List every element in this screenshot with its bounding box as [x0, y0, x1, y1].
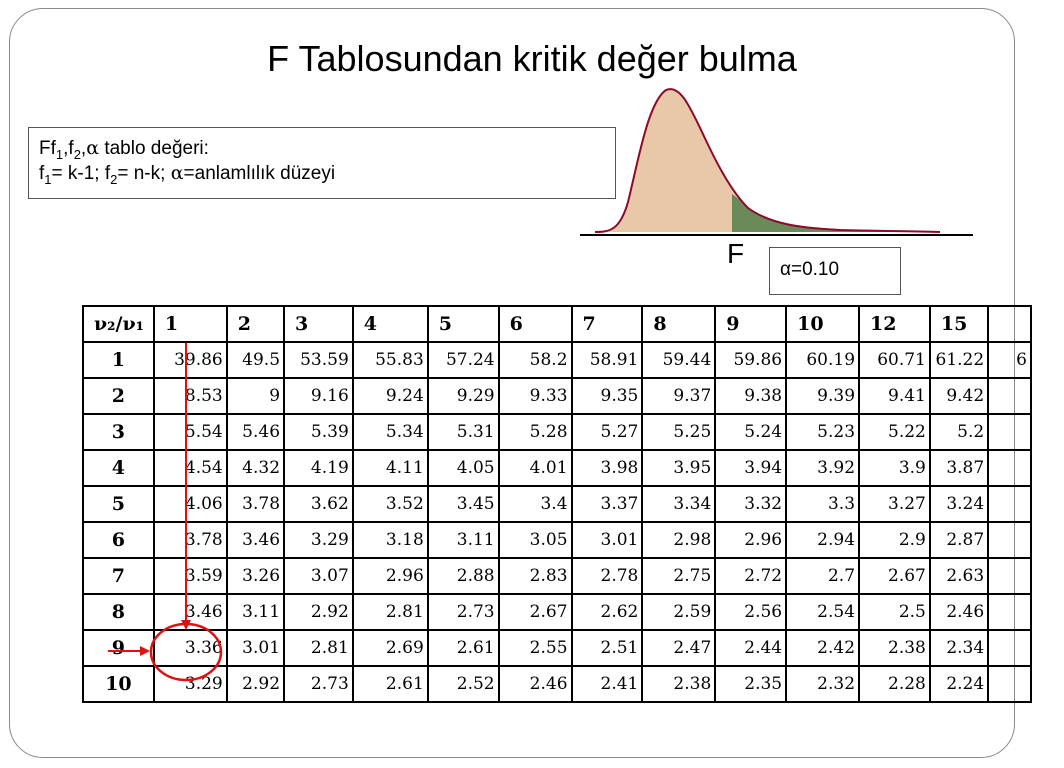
row-header: 6 — [83, 522, 154, 558]
row-header: 4 — [83, 450, 154, 486]
table-cell: 3.11 — [227, 594, 284, 630]
table-cell: 3.01 — [572, 522, 643, 558]
table-cell: 60.19 — [786, 342, 859, 378]
def-text: =anlamlılık düzeyi — [183, 163, 336, 184]
table-cell: 2.73 — [284, 666, 353, 702]
table-cell: 2.46 — [499, 666, 572, 702]
table-cell: 2.61 — [353, 666, 428, 702]
table-cell: 2.55 — [499, 630, 572, 666]
table-cell: 3.27 — [859, 486, 930, 522]
corner-header: ν₂/ν₁ — [83, 306, 154, 342]
table-cell — [988, 594, 1031, 630]
rejection-region — [732, 194, 940, 232]
table-cell: 2.69 — [353, 630, 428, 666]
table-cell: 3.94 — [715, 450, 786, 486]
table-cell: 4.54 — [154, 450, 227, 486]
table-cell: 60.71 — [859, 342, 930, 378]
table-cell: 2.63 — [930, 558, 988, 594]
table-cell: 2.61 — [428, 630, 499, 666]
table-cell: 59.44 — [642, 342, 715, 378]
column-header: 6 — [499, 306, 572, 342]
table-cell: 9.16 — [284, 378, 353, 414]
table-cell: 3.95 — [642, 450, 715, 486]
table-cell: 58.2 — [499, 342, 572, 378]
table-cell: 39.86 — [154, 342, 227, 378]
table-cell: 5.31 — [428, 414, 499, 450]
table-cell: 2.38 — [859, 630, 930, 666]
row-header: 2 — [83, 378, 154, 414]
def-sub: 1 — [55, 146, 64, 162]
alpha-symbol: α — [170, 162, 184, 184]
table-cell: 3.62 — [284, 486, 353, 522]
row-header: 10 — [83, 666, 154, 702]
table-cell: 59.86 — [715, 342, 786, 378]
def-text: f — [39, 163, 45, 184]
alpha-symbol: α — [86, 137, 100, 159]
definition-line-1 — [39, 136, 615, 161]
table-cell: 2.56 — [715, 594, 786, 630]
table-cell — [988, 666, 1031, 702]
table-cell: 5.25 — [642, 414, 715, 450]
table-cell — [988, 450, 1031, 486]
table-cell: 61.22 — [930, 342, 988, 378]
table-cell: 2.94 — [786, 522, 859, 558]
table-cell: 2.83 — [499, 558, 572, 594]
table-cell: 9.39 — [786, 378, 859, 414]
row-header: 7 — [83, 558, 154, 594]
table-cell: 2.88 — [428, 558, 499, 594]
column-header: 8 — [642, 306, 715, 342]
table-cell: 3.07 — [284, 558, 353, 594]
slide-title: F Tablosundan kritik değer bulma — [267, 38, 797, 79]
table-cell: 3.11 — [428, 522, 499, 558]
table-cell: 2.81 — [284, 630, 353, 666]
table-cell: 2.7 — [786, 558, 859, 594]
table-cell: 9.35 — [572, 378, 643, 414]
column-header: 7 — [572, 306, 643, 342]
column-header: 9 — [715, 306, 786, 342]
table-cell: 9.42 — [930, 378, 988, 414]
table-cell: 9.24 — [353, 378, 428, 414]
f-axis-label: F — [727, 238, 745, 269]
def-text: Ff — [39, 138, 56, 159]
table-cell: 2.51 — [572, 630, 643, 666]
table-cell: 3.59 — [154, 558, 227, 594]
table-cell: 3.52 — [353, 486, 428, 522]
table-cell: 5.54 — [154, 414, 227, 450]
table-cell: 3.46 — [154, 594, 227, 630]
alpha-value-box: α=0.10 — [769, 247, 901, 295]
table-row — [83, 558, 1031, 594]
table-row — [83, 666, 1031, 702]
distribution-fill — [595, 89, 940, 232]
table-cell — [988, 630, 1031, 666]
table-cell: 5.22 — [859, 414, 930, 450]
column-header: 10 — [786, 306, 859, 342]
table-cell: 5.39 — [284, 414, 353, 450]
table-cell: 3.24 — [930, 486, 988, 522]
table-cell: 2.81 — [353, 594, 428, 630]
table-cell: 58.91 — [572, 342, 643, 378]
row-header: 9 — [83, 630, 154, 666]
table-cell: 8.53 — [154, 378, 227, 414]
table-cell: 2.72 — [715, 558, 786, 594]
table-row — [83, 486, 1031, 522]
table-cell: 3.98 — [572, 450, 643, 486]
table-cell: 5.2 — [930, 414, 988, 450]
table-cell — [988, 378, 1031, 414]
table-cell: 2.54 — [786, 594, 859, 630]
table-cell: 3.34 — [642, 486, 715, 522]
table-cell: 2.5 — [859, 594, 930, 630]
table-row — [83, 594, 1031, 630]
table-cell: 2.52 — [428, 666, 499, 702]
table-cell: 2.47 — [642, 630, 715, 666]
table-cell: 9.37 — [642, 378, 715, 414]
table-cell: 2.35 — [715, 666, 786, 702]
definition-line-2 — [39, 161, 615, 186]
def-text: tablo değeri: — [99, 138, 209, 159]
row-header: 1 — [83, 342, 154, 378]
table-cell: 4.19 — [284, 450, 353, 486]
table-row — [83, 450, 1031, 486]
table-cell: 6 — [988, 342, 1031, 378]
table-cell: 3.32 — [715, 486, 786, 522]
table-cell: 2.9 — [859, 522, 930, 558]
column-header — [988, 306, 1031, 342]
table-cell: 9.29 — [428, 378, 499, 414]
column-header: 15 — [930, 306, 988, 342]
table-cell: 2.98 — [642, 522, 715, 558]
table-cell: 2.87 — [930, 522, 988, 558]
definition-box — [28, 127, 616, 199]
table-cell: 2.46 — [930, 594, 988, 630]
def-text: = k-1; f — [51, 163, 111, 184]
table-cell: 3.18 — [353, 522, 428, 558]
table-cell: 3.29 — [154, 666, 227, 702]
table-cell: 2.67 — [499, 594, 572, 630]
table-cell: 3.45 — [428, 486, 499, 522]
def-sub: 2 — [73, 146, 81, 162]
table-cell: 55.83 — [353, 342, 428, 378]
table-cell: 2.24 — [930, 666, 988, 702]
table-cell: 3.78 — [227, 486, 284, 522]
column-header: 2 — [227, 306, 284, 342]
table-cell: 2.34 — [930, 630, 988, 666]
table-cell: 5.24 — [715, 414, 786, 450]
table-cell: 3.3 — [786, 486, 859, 522]
def-sub: 2 — [110, 171, 118, 187]
table-cell: 3.01 — [227, 630, 284, 666]
row-header: 8 — [83, 594, 154, 630]
table-cell: 3.29 — [284, 522, 353, 558]
row-header: 5 — [83, 486, 154, 522]
column-header: 4 — [353, 306, 428, 342]
table-cell: 5.46 — [227, 414, 284, 450]
def-text: = n-k; — [117, 163, 171, 184]
table-cell: 2.62 — [572, 594, 643, 630]
table-cell: 2.42 — [786, 630, 859, 666]
table-cell: 4.05 — [428, 450, 499, 486]
table-cell: 5.27 — [572, 414, 643, 450]
column-header: 12 — [859, 306, 930, 342]
table-cell: 57.24 — [428, 342, 499, 378]
table-cell: 3.92 — [786, 450, 859, 486]
table-cell — [988, 558, 1031, 594]
table-cell: 2.59 — [642, 594, 715, 630]
def-text: , — [80, 138, 87, 159]
table-cell: 4.32 — [227, 450, 284, 486]
def-sub: 1 — [44, 171, 52, 187]
table-cell: 4.01 — [499, 450, 572, 486]
table-cell: 2.92 — [284, 594, 353, 630]
table-cell: 3.26 — [227, 558, 284, 594]
table-cell: 3.4 — [499, 486, 572, 522]
table-cell: 3.78 — [154, 522, 227, 558]
table-cell: 9.38 — [715, 378, 786, 414]
def-text: ,f — [63, 138, 74, 159]
table-row — [83, 342, 1031, 378]
table-cell: 3.36 — [154, 630, 227, 666]
table-row — [83, 522, 1031, 558]
table-row — [83, 414, 1031, 450]
table-row — [83, 630, 1031, 666]
table-cell: 9.33 — [499, 378, 572, 414]
table-header-row — [83, 306, 1031, 342]
table-cell: 2.41 — [572, 666, 643, 702]
table-cell: 2.78 — [572, 558, 643, 594]
table-cell: 2.38 — [642, 666, 715, 702]
table-row — [83, 378, 1031, 414]
column-header: 5 — [428, 306, 499, 342]
table-cell: 3.46 — [227, 522, 284, 558]
table-cell: 2.73 — [428, 594, 499, 630]
table-cell: 2.96 — [353, 558, 428, 594]
table-cell: 5.34 — [353, 414, 428, 450]
table-cell: 2.96 — [715, 522, 786, 558]
column-header: 1 — [154, 306, 227, 342]
table-cell: 4.06 — [154, 486, 227, 522]
table-cell: 2.75 — [642, 558, 715, 594]
row-header: 3 — [83, 414, 154, 450]
table-cell: 9 — [227, 378, 284, 414]
table-cell — [988, 522, 1031, 558]
table-cell: 5.28 — [499, 414, 572, 450]
table-cell: 3.37 — [572, 486, 643, 522]
f-table-container — [82, 305, 1027, 745]
table-cell: 2.32 — [786, 666, 859, 702]
table-cell — [988, 486, 1031, 522]
table-cell: 5.23 — [786, 414, 859, 450]
table-cell: 2.44 — [715, 630, 786, 666]
column-header: 3 — [284, 306, 353, 342]
table-cell: 2.67 — [859, 558, 930, 594]
table-cell: 53.59 — [284, 342, 353, 378]
table-cell: 3.9 — [859, 450, 930, 486]
table-cell: 2.92 — [227, 666, 284, 702]
table-cell: 3.87 — [930, 450, 988, 486]
table-cell: 9.41 — [859, 378, 930, 414]
table-cell: 49.5 — [227, 342, 284, 378]
f-critical-value-table — [82, 305, 1032, 703]
table-cell: 3.05 — [499, 522, 572, 558]
table-cell — [988, 414, 1031, 450]
table-cell: 2.28 — [859, 666, 930, 702]
table-cell: 4.11 — [353, 450, 428, 486]
